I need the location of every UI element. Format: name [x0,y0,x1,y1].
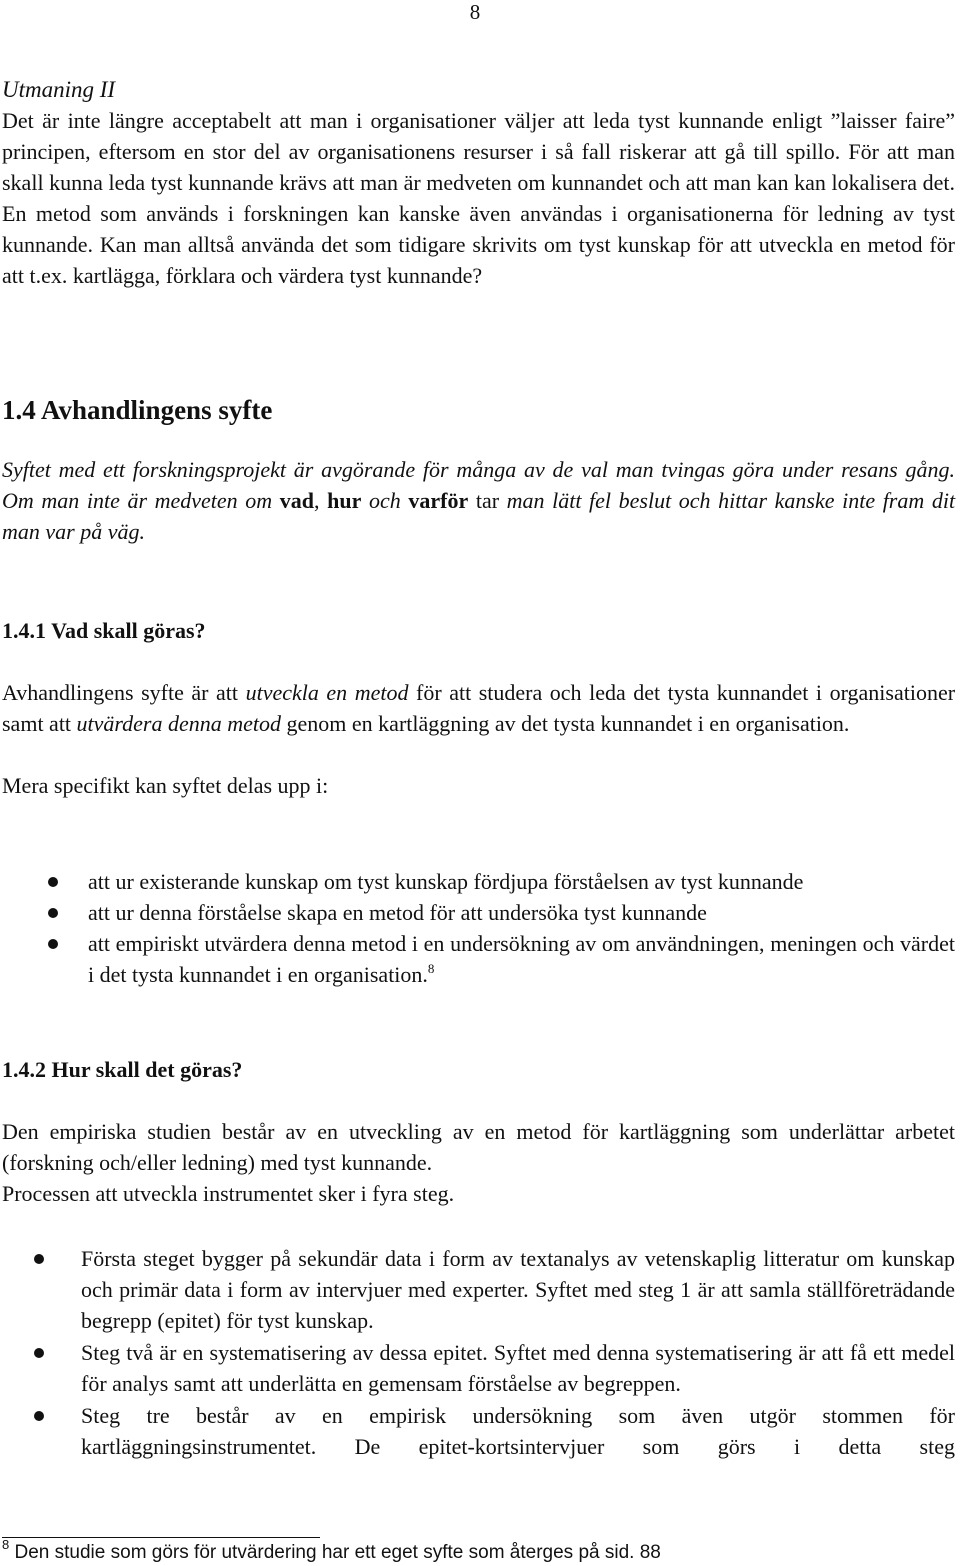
footnote-reference: 8 [427,961,435,976]
purpose-intro-text-1: Syftet med ett forskningsprojekt är avgörande för många av de val man tvingas göra under resans gång. Om man inte är medveten om [2,457,955,513]
list-item [81,1243,955,1336]
list-item [81,1400,955,1462]
word-och: och [368,488,401,513]
challenge-paragraph: Det är inte längre acceptabelt att man i organisationer väljer att leda tyst kunnande enligt ”laisser faire” principen, eftersom en stor del av organisationens resurser i så fall riskerar att gå till spillo. För att man skall kunna leda tyst kunnande krävs att man är medveten om kunnandet och att man kan kan lokalisera det. En metod som används i forskningen kan kanske även användas i organisationerna för ledning av tyst kunnande. Kan man alltså använda det som tidigare skrivits om tyst kunskap för att utveckla en metod för att t.ex. kartlägga, förklara och värdera tyst kunnande? [2,108,955,288]
emphasis-hur: hur [327,488,362,513]
purpose-paragraph [2,677,955,739]
word-tar: tar [475,488,500,513]
footnote-text: Den studie som görs för utvärdering har ett eget syfte som återges på sid. 88 [14,1542,661,1563]
list-item-text: Första steget bygger på sekundär data i form av textanalys av vetenskaplig litteratur om kunskap och primär data i form av intervjuer med experter. Syftet med steg 1 är att samla ställföreträdande begrepp (epitet) för tyst kunskap. [81,1246,955,1333]
method-paragraph: Den empiriska studien består av en utveckling av en metod för kartläggning som underlättar arbetet (forskning och/eller ledning) med tyst kunnande. [2,1119,955,1175]
emphasis-vad: vad [279,488,315,513]
purpose-text-b: utveckla en metod [245,680,409,705]
section-1-4-2 [2,1054,955,1209]
specific-purpose-lead: Mera specifikt kan syftet delas upp i: [2,773,329,798]
list-item [81,1337,955,1399]
list-item [88,928,955,990]
list-item-text: att ur denna förståelse skapa en metod för att undersöka tyst kunnande [88,900,707,925]
challenge-section [2,74,955,291]
list-item-text: att ur existerande kunskap om tyst kunskap fördjupa förståelsen av tyst kunnande [88,869,804,894]
process-steps-list [81,1243,955,1462]
footnote-rule [2,1537,320,1538]
comma: , [314,488,320,513]
section-1-4 [2,394,955,547]
list-item-text: att empiriskt utvärdera denna metod i en undersökning av om användningen, meningen och värdet i det tysta kunnandet i en organisation. [88,931,955,987]
purpose-list [88,866,955,990]
bullet-icon [48,877,58,887]
section-heading-1-4: 1.4 Avhandlingens syfte [2,395,273,425]
bullet-icon [48,908,58,918]
page-number: 8 [469,0,481,24]
purpose-intro-text-2: man lätt fel beslut och hittar kanske inte fram dit man var på väg. [2,488,956,544]
list-item [88,897,955,928]
purpose-text-c: för att studera och leda det tysta kunnandet i organisationer samt att [2,680,956,736]
bullet-icon [48,939,58,949]
list-item-text: Steg tre består av en empirisk undersökning som även utgör stommen för kartläggningsinstrumentet. De epitet-kortsintervjuer som görs i detta steg [81,1403,955,1459]
bullet-icon [34,1254,44,1264]
purpose-text-a: Avhandlingens syfte är att [2,680,239,705]
emphasis-varfor: varför [408,488,469,513]
list-item-text: Steg två är en systematisering av dessa epitet. Syftet med denna systematisering är att få ett medel för analys samt att underlätta en gemensam förståelse av begreppen. [81,1340,955,1396]
bullet-icon [34,1348,44,1358]
section-heading-1-4-2: 1.4.2 Hur skall det göras? [2,1057,243,1082]
purpose-text-e: genom en kartläggning av det tysta kunnandet i en organisation. [286,711,850,736]
footnote [2,1537,661,1565]
list-item [88,866,955,897]
process-paragraph: Processen att utveckla instrumentet sker i fyra steg. [2,1181,455,1206]
challenge-heading: Utmaning II [2,77,116,102]
section-1-4-1 [2,615,955,801]
section-heading-1-4-1: 1.4.1 Vad skall göras? [2,618,206,643]
bullet-icon [34,1411,44,1421]
purpose-text-d: utvärdera denna metod [76,711,282,736]
footnote-number: 8 [2,1537,10,1552]
purpose-intro [2,454,955,547]
